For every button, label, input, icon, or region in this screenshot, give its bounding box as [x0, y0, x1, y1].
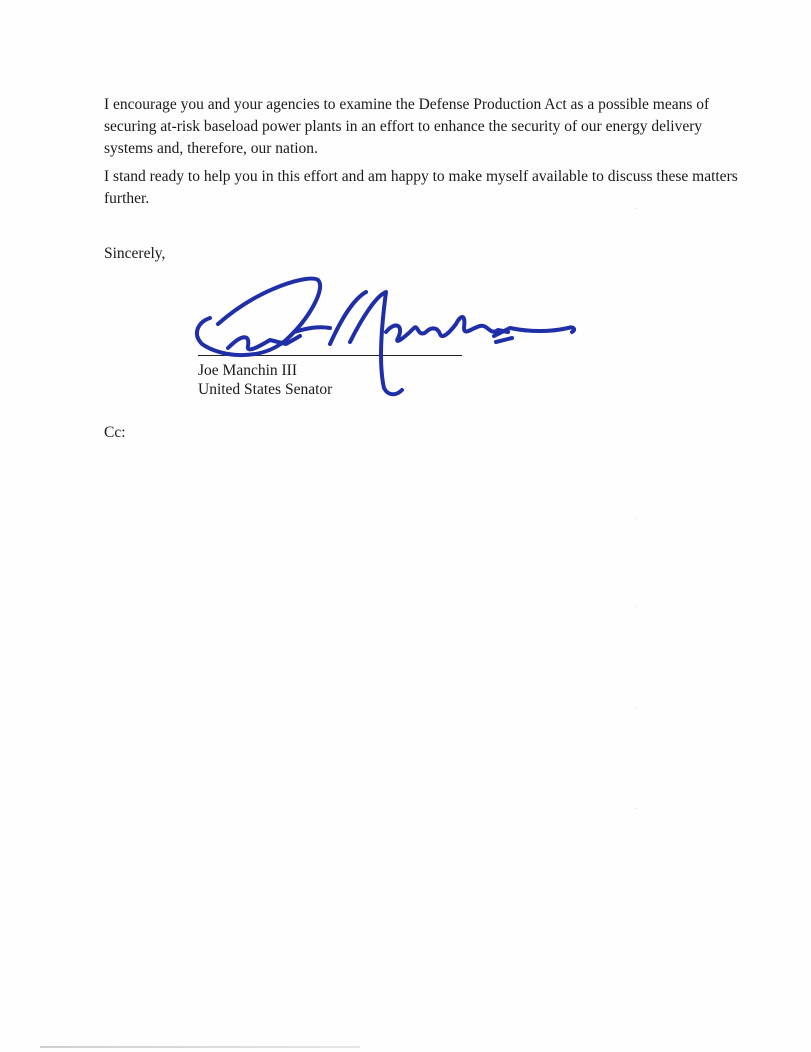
signer-block: [198, 361, 332, 399]
closing-salutation: Sincerely,: [104, 245, 166, 262]
cc-label: Cc:: [104, 424, 126, 441]
scan-speck: [636, 518, 637, 519]
scan-speck: [636, 606, 637, 607]
signer-name: Joe Manchin III: [198, 362, 297, 379]
scan-speck: [636, 708, 637, 709]
scan-bottom-edge: [40, 1046, 360, 1048]
scan-speck: [636, 208, 637, 209]
scan-speck: [636, 808, 637, 809]
body-paragraph-defense-production-act: I encourage you and your agencies to examine the Defense Production Act as a possible means of securing at-risk baseload power plants in an effort to enhance the security of our energy delivery systems and, therefore, our nation.: [104, 96, 710, 157]
body-paragraph-offer-help: I stand ready to help you in this effort and am happy to make myself available to discuss these matters further.: [104, 168, 738, 207]
signer-title: United States Senator: [198, 381, 333, 398]
